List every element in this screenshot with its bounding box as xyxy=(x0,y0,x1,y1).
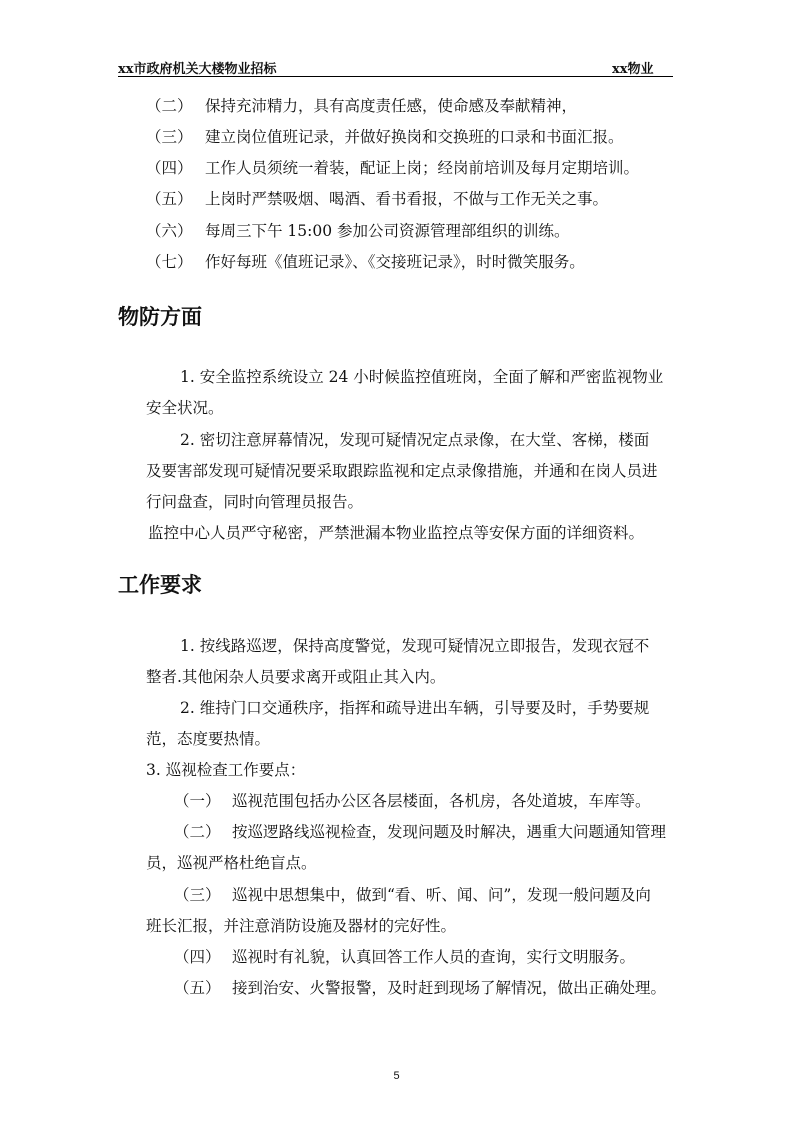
list-item-continuation: 员，巡视严格杜绝盲点。 xyxy=(146,854,317,872)
list-item-continuation: 班长汇报，并注意消防设施及器材的完好性。 xyxy=(146,917,457,935)
section-heading: 物防方面 xyxy=(118,305,202,329)
paragraph-line: 2. 密切注意屏幕情况，发现可疑情况定点录像，在大堂、客梯，楼面 xyxy=(180,431,650,449)
list-item-number: （五） xyxy=(146,190,193,208)
list-item-text: 建立岗位值班记录，并做好换岗和交换班的口录和书面汇报。 xyxy=(205,128,624,146)
page-number: 5 xyxy=(393,1070,400,1082)
list-item-text: 接到治安、火警报警，及时赶到现场了解情况，做出正确处理。 xyxy=(232,979,667,997)
paragraph-line: 监控中心人员严守秘密，严禁泄漏本物业监控点等安保方面的详细资料。 xyxy=(148,524,645,542)
list-item-text: 按巡逻路线巡视检查，发现问题及时解决，遇重大问题通知管理 xyxy=(232,823,667,841)
list-item-text: 巡视时有礼貌，认真回答工作人员的查询，实行文明服务。 xyxy=(232,948,636,966)
header-title: xx市政府机关大楼物业招标 xyxy=(118,62,277,77)
list-item-text: 作好每班《值班记录》、《交接班记录》，时时微笑服务。 xyxy=(205,253,585,271)
list-item-text: 每周三下午 15:00 参加公司资源管理部组织的训练。 xyxy=(205,222,570,240)
list-item-number: （七） xyxy=(146,253,193,271)
paragraph-line: 范，态度要热情。 xyxy=(146,730,271,748)
list-item-number: （一） xyxy=(174,792,221,810)
list-item-number: （二） xyxy=(146,97,193,115)
list-item-number: （六） xyxy=(146,222,193,240)
list-item-number: （三） xyxy=(146,128,193,146)
paragraph-line: 整者.其他闲杂人员要求离开或阻止其入内。 xyxy=(146,668,446,686)
header-rule xyxy=(118,76,673,77)
paragraph-line: 1. 按线路巡逻，保持高度警觉，发现可疑情况立即报告，发现衣冠不 xyxy=(180,637,650,655)
list-item-number: （四） xyxy=(146,159,193,177)
list-item-number: （二） xyxy=(174,823,221,841)
list-item-text: 巡视范围包括办公区各层楼面，各机房，各处道坡，车库等。 xyxy=(232,792,651,810)
paragraph-line: 行问盘查，同时向管理员报告。 xyxy=(146,493,364,511)
paragraph-line: 2. 维持门口交通秩序，指挥和疏导进出车辆，引导要及时，手势要规 xyxy=(180,699,650,717)
paragraph-line: 1. 安全监控系统设立 24 小时候监控值班岗，全面了解和严密监视物业 xyxy=(180,368,664,386)
list-item-number: （五） xyxy=(174,979,221,997)
list-item-text: 上岗时严禁吸烟、喝酒、看书看报，不做与工作无关之事。 xyxy=(205,190,609,208)
list-item-text: 工作人员须统一着装，配证上岗；经岗前培训及每月定期培训。 xyxy=(205,159,640,177)
paragraph-line: 3. 巡视检查工作要点： xyxy=(146,761,306,779)
list-item-text: 保持充沛精力，具有高度责任感，使命感及奉献精神， xyxy=(205,97,578,115)
list-item-text: 巡视中思想集中，做到“看、听、闻、问”，发现一般问题及向 xyxy=(232,886,651,904)
header-company: xx物业 xyxy=(612,62,654,77)
list-item-number: （四） xyxy=(174,948,221,966)
paragraph-line: 及要害部发现可疑情况要采取跟踪监视和定点录像措施，并通和在岗人员进 xyxy=(146,462,658,480)
list-item-number: （三） xyxy=(174,886,221,904)
section-heading: 工作要求 xyxy=(118,573,202,597)
paragraph-line: 安全状况。 xyxy=(146,399,224,417)
